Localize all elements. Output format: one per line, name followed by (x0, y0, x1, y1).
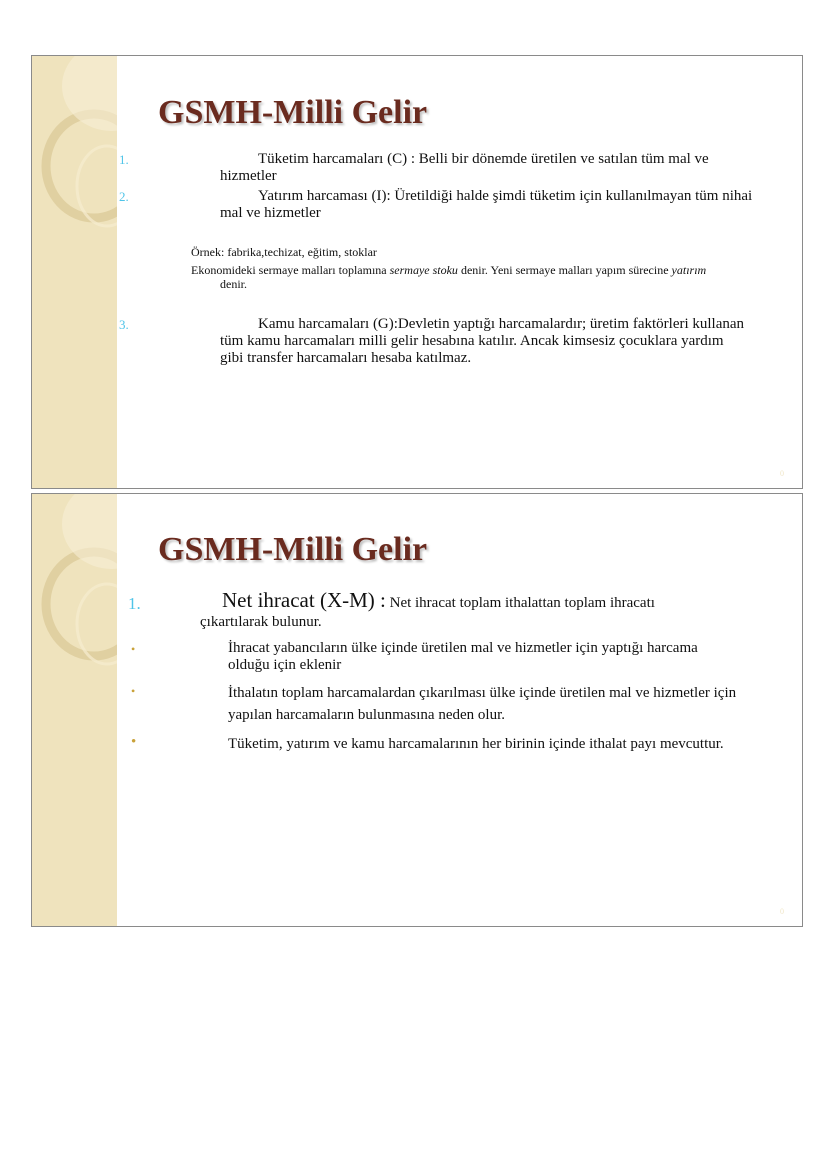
list-number: 3. (119, 317, 129, 332)
bullet-item (228, 682, 793, 726)
bullet-item (228, 640, 788, 674)
bullet-icon: • (131, 734, 137, 750)
slide-1 (31, 55, 803, 489)
list-item-text: Yatırım harcaması (I): Üretildiği halde şimdi tüketim için kullanılmayan tüm nihai (258, 188, 753, 204)
bullet-icon: • (131, 684, 136, 698)
note-part: Ekonomideki sermaye malları toplamına (191, 263, 390, 277)
slide-title: GSMH-Milli Gelir (158, 94, 428, 131)
list-item (200, 588, 800, 631)
decorative-rings-icon (32, 56, 117, 488)
decorative-sidebar (32, 56, 117, 488)
list-number: 2. (119, 189, 129, 204)
list-item-text: Net ihracat toplam ithalattan toplam ihracatı (385, 595, 655, 611)
decorative-rings-icon (32, 494, 117, 926)
example-text: Örnek: fabrika,techizat, eğitim, stoklar (191, 245, 377, 259)
note-text (191, 263, 791, 291)
slide-number: 0 (780, 469, 784, 478)
list-number: 1. (119, 152, 129, 167)
list-item-text: Kamu harcamaları (G):Devletin yaptığı harcamalardır; üretim faktörleri kullanan (258, 316, 745, 332)
list-item-continuation: hizmetler (220, 168, 277, 184)
bullet-text: İthalatın toplam harcamalardan çıkarılması ülke içinde üretilen mal ve hizmetler için (228, 685, 737, 701)
bullet-text: Tüketim, yatırım ve kamu harcamalarının her birinin içinde ithalat payı mevcuttur. (228, 736, 724, 752)
bullet-icon: • (131, 642, 136, 656)
note-emphasis: yatırım (671, 263, 707, 277)
slide-title: GSMH-Milli Gelir (158, 531, 428, 568)
bullet-item (228, 736, 793, 753)
decorative-sidebar (32, 494, 117, 926)
list-item-continuation: tüm kamu harcamaları milli gelir hesabına katılır. Ancak kimsesiz çocuklara yardım (220, 333, 724, 349)
list-item (220, 316, 790, 367)
list-item-continuation: gibi transfer harcamaları hesaba katılmaz. (220, 350, 472, 366)
list-item-continuation: mal ve hizmetler (220, 205, 321, 221)
list-item (220, 188, 790, 222)
slide-number: 0 (780, 907, 784, 916)
list-number: 1. (128, 594, 141, 613)
list-item-heading: Net ihracat (X-M) : (222, 588, 386, 612)
bullet-text: olduğu için eklenir (228, 657, 342, 673)
note-continuation: denir. (220, 277, 247, 291)
note-part: denir. Yeni sermaye malları yapım sürecine (457, 263, 672, 277)
note-emphasis: sermaye stoku (389, 263, 458, 277)
bullet-text: İhracat yabancıların ülke içinde üretilen mal ve hizmetler için yaptığı harcama (228, 640, 698, 656)
list-item-continuation: çıkartılarak bulunur. (200, 614, 322, 630)
list-item (220, 151, 780, 185)
list-item-text: Tüketim harcamaları (C) : Belli bir dönemde üretilen ve satılan tüm mal ve (258, 151, 709, 167)
slide-2 (31, 493, 803, 927)
bullet-text: yapılan harcamaların bulunmasına neden olur. (228, 707, 505, 723)
